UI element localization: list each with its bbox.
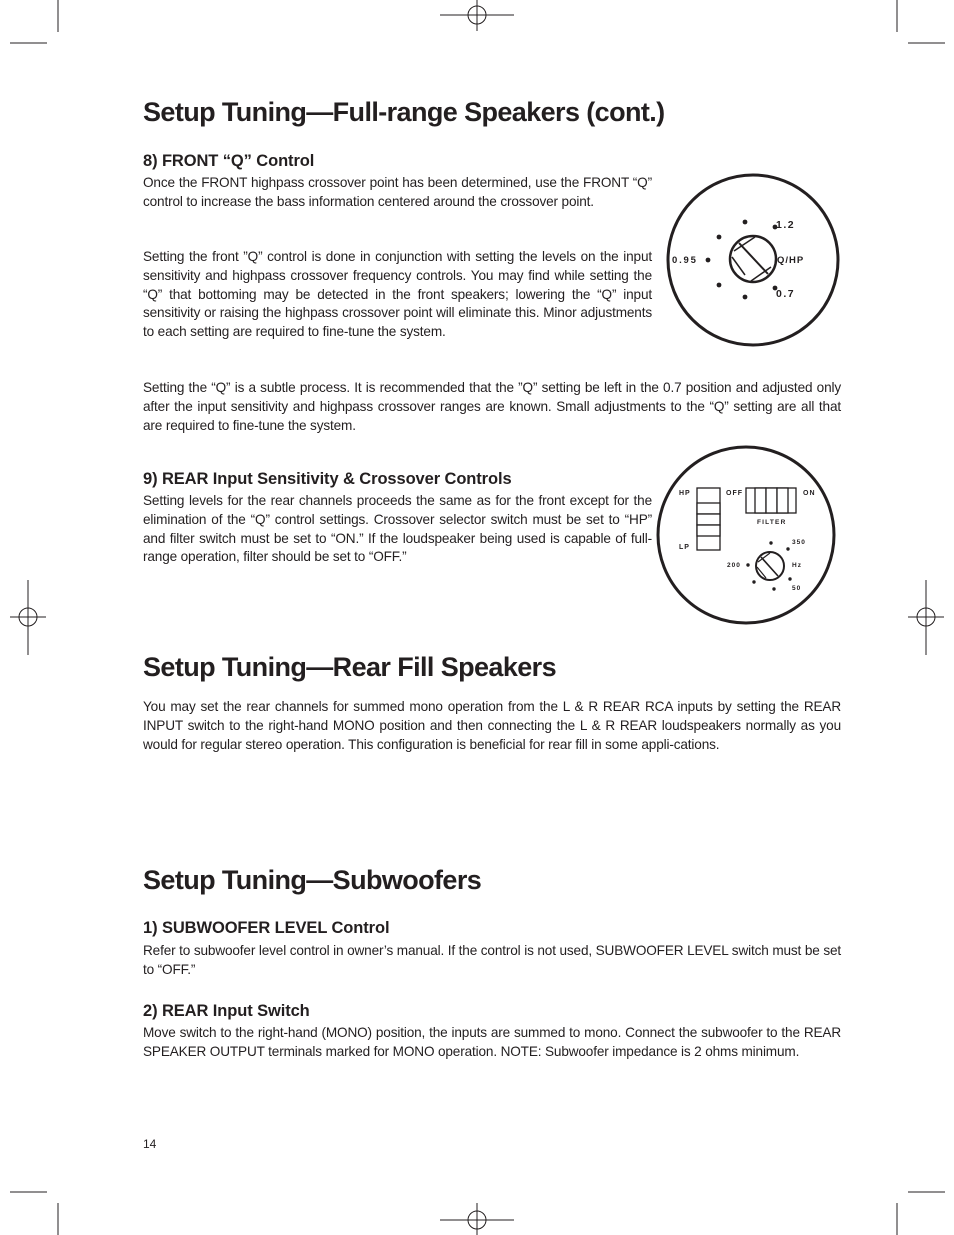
subwoofers-title: Setup Tuning—Subwoofers	[143, 865, 482, 895]
freq-350-label: 350	[792, 539, 806, 546]
front-q-paragraph-2: Setting the front ”Q” control is done in conjunction with setting the levels on the input sensitivity and highpass crossover frequency controls. You may find while setting the “Q” that bottoming may be detected in the front speakers; lowering the “Q” input sensitivity or raising the highpass crossover point will eliminate this. Minor adjustments to each setting are required to fine-tune the system.	[143, 249, 652, 340]
q-label-name: Q/HP	[777, 255, 805, 266]
frequency-knob-icon	[756, 552, 784, 580]
hp-lp-switch-icon	[697, 488, 720, 550]
subwoofer-level-heading: 1) SUBWOOFER LEVEL Control	[143, 919, 390, 937]
rear-controls-figure	[656, 445, 836, 626]
hp-label: HP	[679, 490, 691, 497]
filter-off-label: OFF	[726, 490, 743, 497]
q-control-dial-figure	[666, 171, 840, 349]
filter-on-label: ON	[803, 490, 816, 497]
q-label-min: 0.7	[776, 288, 796, 300]
filter-label: FILTER	[757, 519, 787, 526]
q-label-left: 0.95	[672, 255, 698, 266]
q-knob-icon	[730, 236, 776, 282]
front-q-paragraph-3: Setting the “Q” is a subtle process. It is recommended that the ”Q” setting be left in the 0.7 position and adjusted only after the input sensitivity and highpass crossover ranges are known. Small adjustments to the “Q” setting are all that are required to fine-tune the system.	[143, 380, 841, 433]
rear-input-heading: 9) REAR Input Sensitivity & Crossover Controls	[143, 470, 512, 488]
page-title: Setup Tuning—Full-range Speakers (cont.)	[143, 97, 665, 127]
freq-50-label: 50	[792, 585, 802, 592]
lp-label: LP	[679, 544, 690, 551]
page-number: 14	[143, 1137, 157, 1151]
rear-input-switch-heading: 2) REAR Input Switch	[143, 1002, 310, 1020]
freq-200-label: 200	[727, 562, 741, 569]
rear-fill-paragraph: You may set the rear channels for summed mono operation from the L & R REAR RCA inputs by setting the REAR INPUT switch to the right-hand MONO position and then connecting the L & R REAR loudspeakers normally as you would for regular stereo operation. This configuration is beneficial for rear fill in some appli-cations.	[143, 699, 841, 752]
q-label-max: 1.2	[776, 219, 796, 231]
rear-input-switch-paragraph: Move switch to the right-hand (MONO) position, the inputs are summed to mono. Connect the subwoofer to the REAR SPEAKER OUTPUT terminals marked for MONO operation. NOTE: Subwoofer impedance is 2 ohms minimum.	[143, 1025, 841, 1059]
front-q-heading: 8) FRONT “Q” Control	[143, 152, 315, 170]
filter-switch-icon	[746, 488, 796, 513]
rear-input-paragraph: Setting levels for the rear channels proceeds the same as for the front except for the elimination of the “Q” control settings. Crossover selector switch must be set to “HP” and filter switch must be set to “ON.” If the loudspeaker being used is capable of full-range operation, filter should be set to “OFF.”	[143, 493, 652, 565]
subwoofer-level-paragraph: Refer to subwoofer level control in owner’s manual. If the control is not used, SUBWOOFER LEVEL switch must be set to “OFF.”	[143, 943, 841, 977]
rear-fill-title: Setup Tuning—Rear Fill Speakers	[143, 652, 556, 682]
freq-hz-label: Hz	[792, 562, 802, 569]
front-q-paragraph-1: Once the FRONT highpass crossover point has been determined, use the FRONT “Q” control to increase the bass information centered around the crossover point.	[143, 175, 652, 209]
